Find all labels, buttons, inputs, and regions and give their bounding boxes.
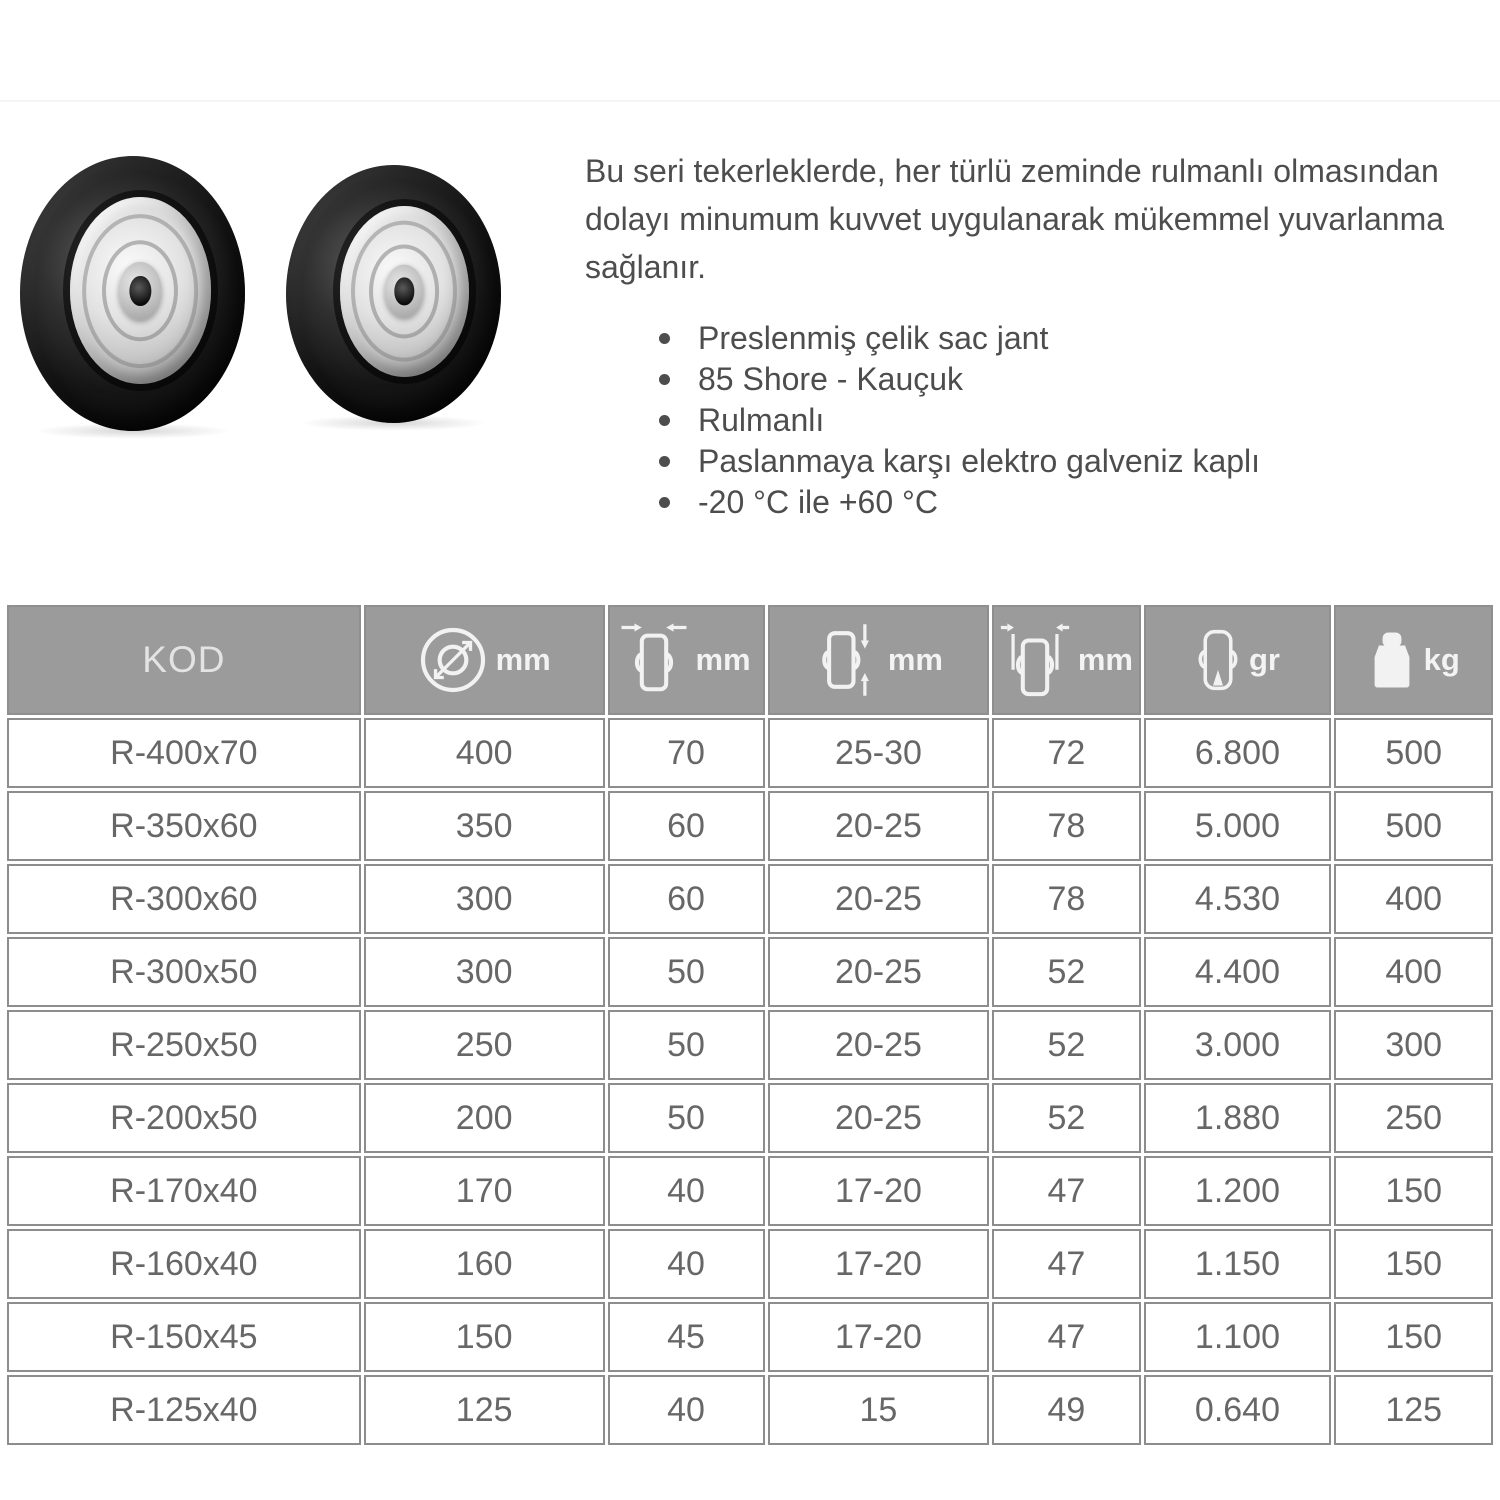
- unit-label: mm: [495, 642, 551, 677]
- unit-label: kg: [1423, 642, 1460, 677]
- cell-width_mm: 50: [608, 937, 765, 1007]
- wheel-photo-right: [286, 165, 501, 423]
- cell-hub_mm: 52: [992, 937, 1140, 1007]
- col-header-bore: [768, 605, 990, 715]
- table-row: [7, 864, 1493, 934]
- cell-diameter_mm: 250: [364, 1010, 605, 1080]
- cell-bore_mm: 20-25: [768, 791, 990, 861]
- col-header-weight: [1144, 605, 1332, 715]
- cell-hub_mm: 78: [992, 864, 1140, 934]
- cell-diameter_mm: 150: [364, 1302, 605, 1372]
- cell-bore_mm: 17-20: [768, 1302, 990, 1372]
- cell-hub_mm: 52: [992, 1010, 1140, 1080]
- cell-kod: R-125x40: [7, 1375, 361, 1445]
- cell-kod: R-160x40: [7, 1229, 361, 1299]
- cell-weight_gr: 4.400: [1144, 937, 1332, 1007]
- cell-width_mm: 45: [608, 1302, 765, 1372]
- cell-width_mm: 70: [608, 718, 765, 788]
- cell-bore_mm: 20-25: [768, 1010, 990, 1080]
- diameter-icon: [418, 625, 488, 695]
- cell-weight_gr: 1.880: [1144, 1083, 1332, 1153]
- cell-diameter_mm: 300: [364, 864, 605, 934]
- cell-weight_gr: 1.100: [1144, 1302, 1332, 1372]
- cell-weight_gr: 5.000: [1144, 791, 1332, 861]
- cell-capacity_kg: 150: [1334, 1156, 1493, 1226]
- cell-bore_mm: 20-25: [768, 864, 990, 934]
- cell-capacity_kg: 250: [1334, 1083, 1493, 1153]
- feature-item: -20 °C ile +60 °C: [645, 482, 1260, 523]
- kod-label: KOD: [142, 639, 226, 680]
- cell-diameter_mm: 160: [364, 1229, 605, 1299]
- table-row: [7, 937, 1493, 1007]
- cell-kod: R-300x50: [7, 937, 361, 1007]
- cell-bore_mm: 20-25: [768, 937, 990, 1007]
- cell-hub_mm: 47: [992, 1302, 1140, 1372]
- cell-kod: R-300x60: [7, 864, 361, 934]
- rim: [70, 197, 212, 384]
- cell-kod: R-250x50: [7, 1010, 361, 1080]
- table-row: [7, 1010, 1493, 1080]
- cell-diameter_mm: 400: [364, 718, 605, 788]
- cell-bore_mm: 17-20: [768, 1156, 990, 1226]
- wheel-photo-left: [20, 156, 245, 431]
- cell-width_mm: 40: [608, 1229, 765, 1299]
- cell-diameter_mm: 300: [364, 937, 605, 1007]
- table-row: [7, 1302, 1493, 1372]
- cell-capacity_kg: 400: [1334, 864, 1493, 934]
- cell-kod: R-200x50: [7, 1083, 361, 1153]
- table-row: [7, 1083, 1493, 1153]
- cell-bore_mm: 17-20: [768, 1229, 990, 1299]
- wheel-weight-icon: [1195, 626, 1241, 694]
- feature-item: 85 Shore - Kauçuk: [645, 359, 1260, 400]
- wheel-width-icon: [621, 621, 687, 699]
- col-header-diameter: [364, 605, 605, 715]
- cell-hub_mm: 47: [992, 1156, 1140, 1226]
- wheel-hub-width-icon: [1000, 621, 1070, 699]
- feature-item: Preslenmiş çelik sac jant: [645, 318, 1260, 359]
- cell-diameter_mm: 350: [364, 791, 605, 861]
- cell-hub_mm: 52: [992, 1083, 1140, 1153]
- spec-table: [4, 602, 1496, 1448]
- cell-capacity_kg: 150: [1334, 1229, 1493, 1299]
- cell-diameter_mm: 170: [364, 1156, 605, 1226]
- cell-diameter_mm: 200: [364, 1083, 605, 1153]
- cell-width_mm: 50: [608, 1010, 765, 1080]
- col-header-kod: [7, 605, 361, 715]
- cell-width_mm: 60: [608, 864, 765, 934]
- cell-capacity_kg: 500: [1334, 791, 1493, 861]
- table-row: [7, 791, 1493, 861]
- cell-capacity_kg: 500: [1334, 718, 1493, 788]
- cell-diameter_mm: 125: [364, 1375, 605, 1445]
- cell-width_mm: 60: [608, 791, 765, 861]
- table-row: [7, 1229, 1493, 1299]
- cell-weight_gr: 4.530: [1144, 864, 1332, 934]
- cell-kod: R-150x45: [7, 1302, 361, 1372]
- unit-label: mm: [1077, 642, 1133, 677]
- cell-hub_mm: 49: [992, 1375, 1140, 1445]
- cell-kod: R-170x40: [7, 1156, 361, 1226]
- cell-capacity_kg: 400: [1334, 937, 1493, 1007]
- unit-label: mm: [695, 642, 751, 677]
- feature-item: Rulmanlı: [645, 400, 1260, 441]
- cell-capacity_kg: 150: [1334, 1302, 1493, 1372]
- load-capacity-icon: [1368, 631, 1416, 689]
- feature-item: Paslanmaya karşı elektro galveniz kaplı: [645, 441, 1260, 482]
- top-divider: [0, 100, 1500, 102]
- col-header-hub: [992, 605, 1140, 715]
- cell-width_mm: 40: [608, 1375, 765, 1445]
- cell-weight_gr: 1.200: [1144, 1156, 1332, 1226]
- wheel-bore-icon: [814, 621, 880, 699]
- features-list: [645, 318, 1260, 523]
- cell-kod: R-400x70: [7, 718, 361, 788]
- table-row: [7, 1156, 1493, 1226]
- unit-label: gr: [1248, 642, 1280, 677]
- cell-width_mm: 50: [608, 1083, 765, 1153]
- cell-bore_mm: 20-25: [768, 1083, 990, 1153]
- cell-bore_mm: 15: [768, 1375, 990, 1445]
- table-header-row: [7, 605, 1493, 715]
- rim: [340, 206, 469, 376]
- cell-weight_gr: 1.150: [1144, 1229, 1332, 1299]
- cell-weight_gr: 3.000: [1144, 1010, 1332, 1080]
- table-row: [7, 1375, 1493, 1445]
- axle-hole: [130, 276, 151, 306]
- cell-hub_mm: 72: [992, 718, 1140, 788]
- cell-weight_gr: 0.640: [1144, 1375, 1332, 1445]
- col-header-width: [608, 605, 765, 715]
- cell-weight_gr: 6.800: [1144, 718, 1332, 788]
- cell-capacity_kg: 300: [1334, 1010, 1493, 1080]
- cell-kod: R-350x60: [7, 791, 361, 861]
- cell-bore_mm: 25-30: [768, 718, 990, 788]
- cell-capacity_kg: 125: [1334, 1375, 1493, 1445]
- col-header-capacity: [1334, 605, 1493, 715]
- cell-width_mm: 40: [608, 1156, 765, 1226]
- unit-label: mm: [887, 642, 943, 677]
- cell-hub_mm: 47: [992, 1229, 1140, 1299]
- description-text: Bu seri tekerleklerde, her türlü zeminde rulmanlı olmasından dolayı minumum kuvvet uygulanarak mükemmel yuvarlanma sağlanır.: [585, 153, 1445, 285]
- table-row: [7, 718, 1493, 788]
- cell-hub_mm: 78: [992, 791, 1140, 861]
- spec-table-body: [7, 718, 1493, 1445]
